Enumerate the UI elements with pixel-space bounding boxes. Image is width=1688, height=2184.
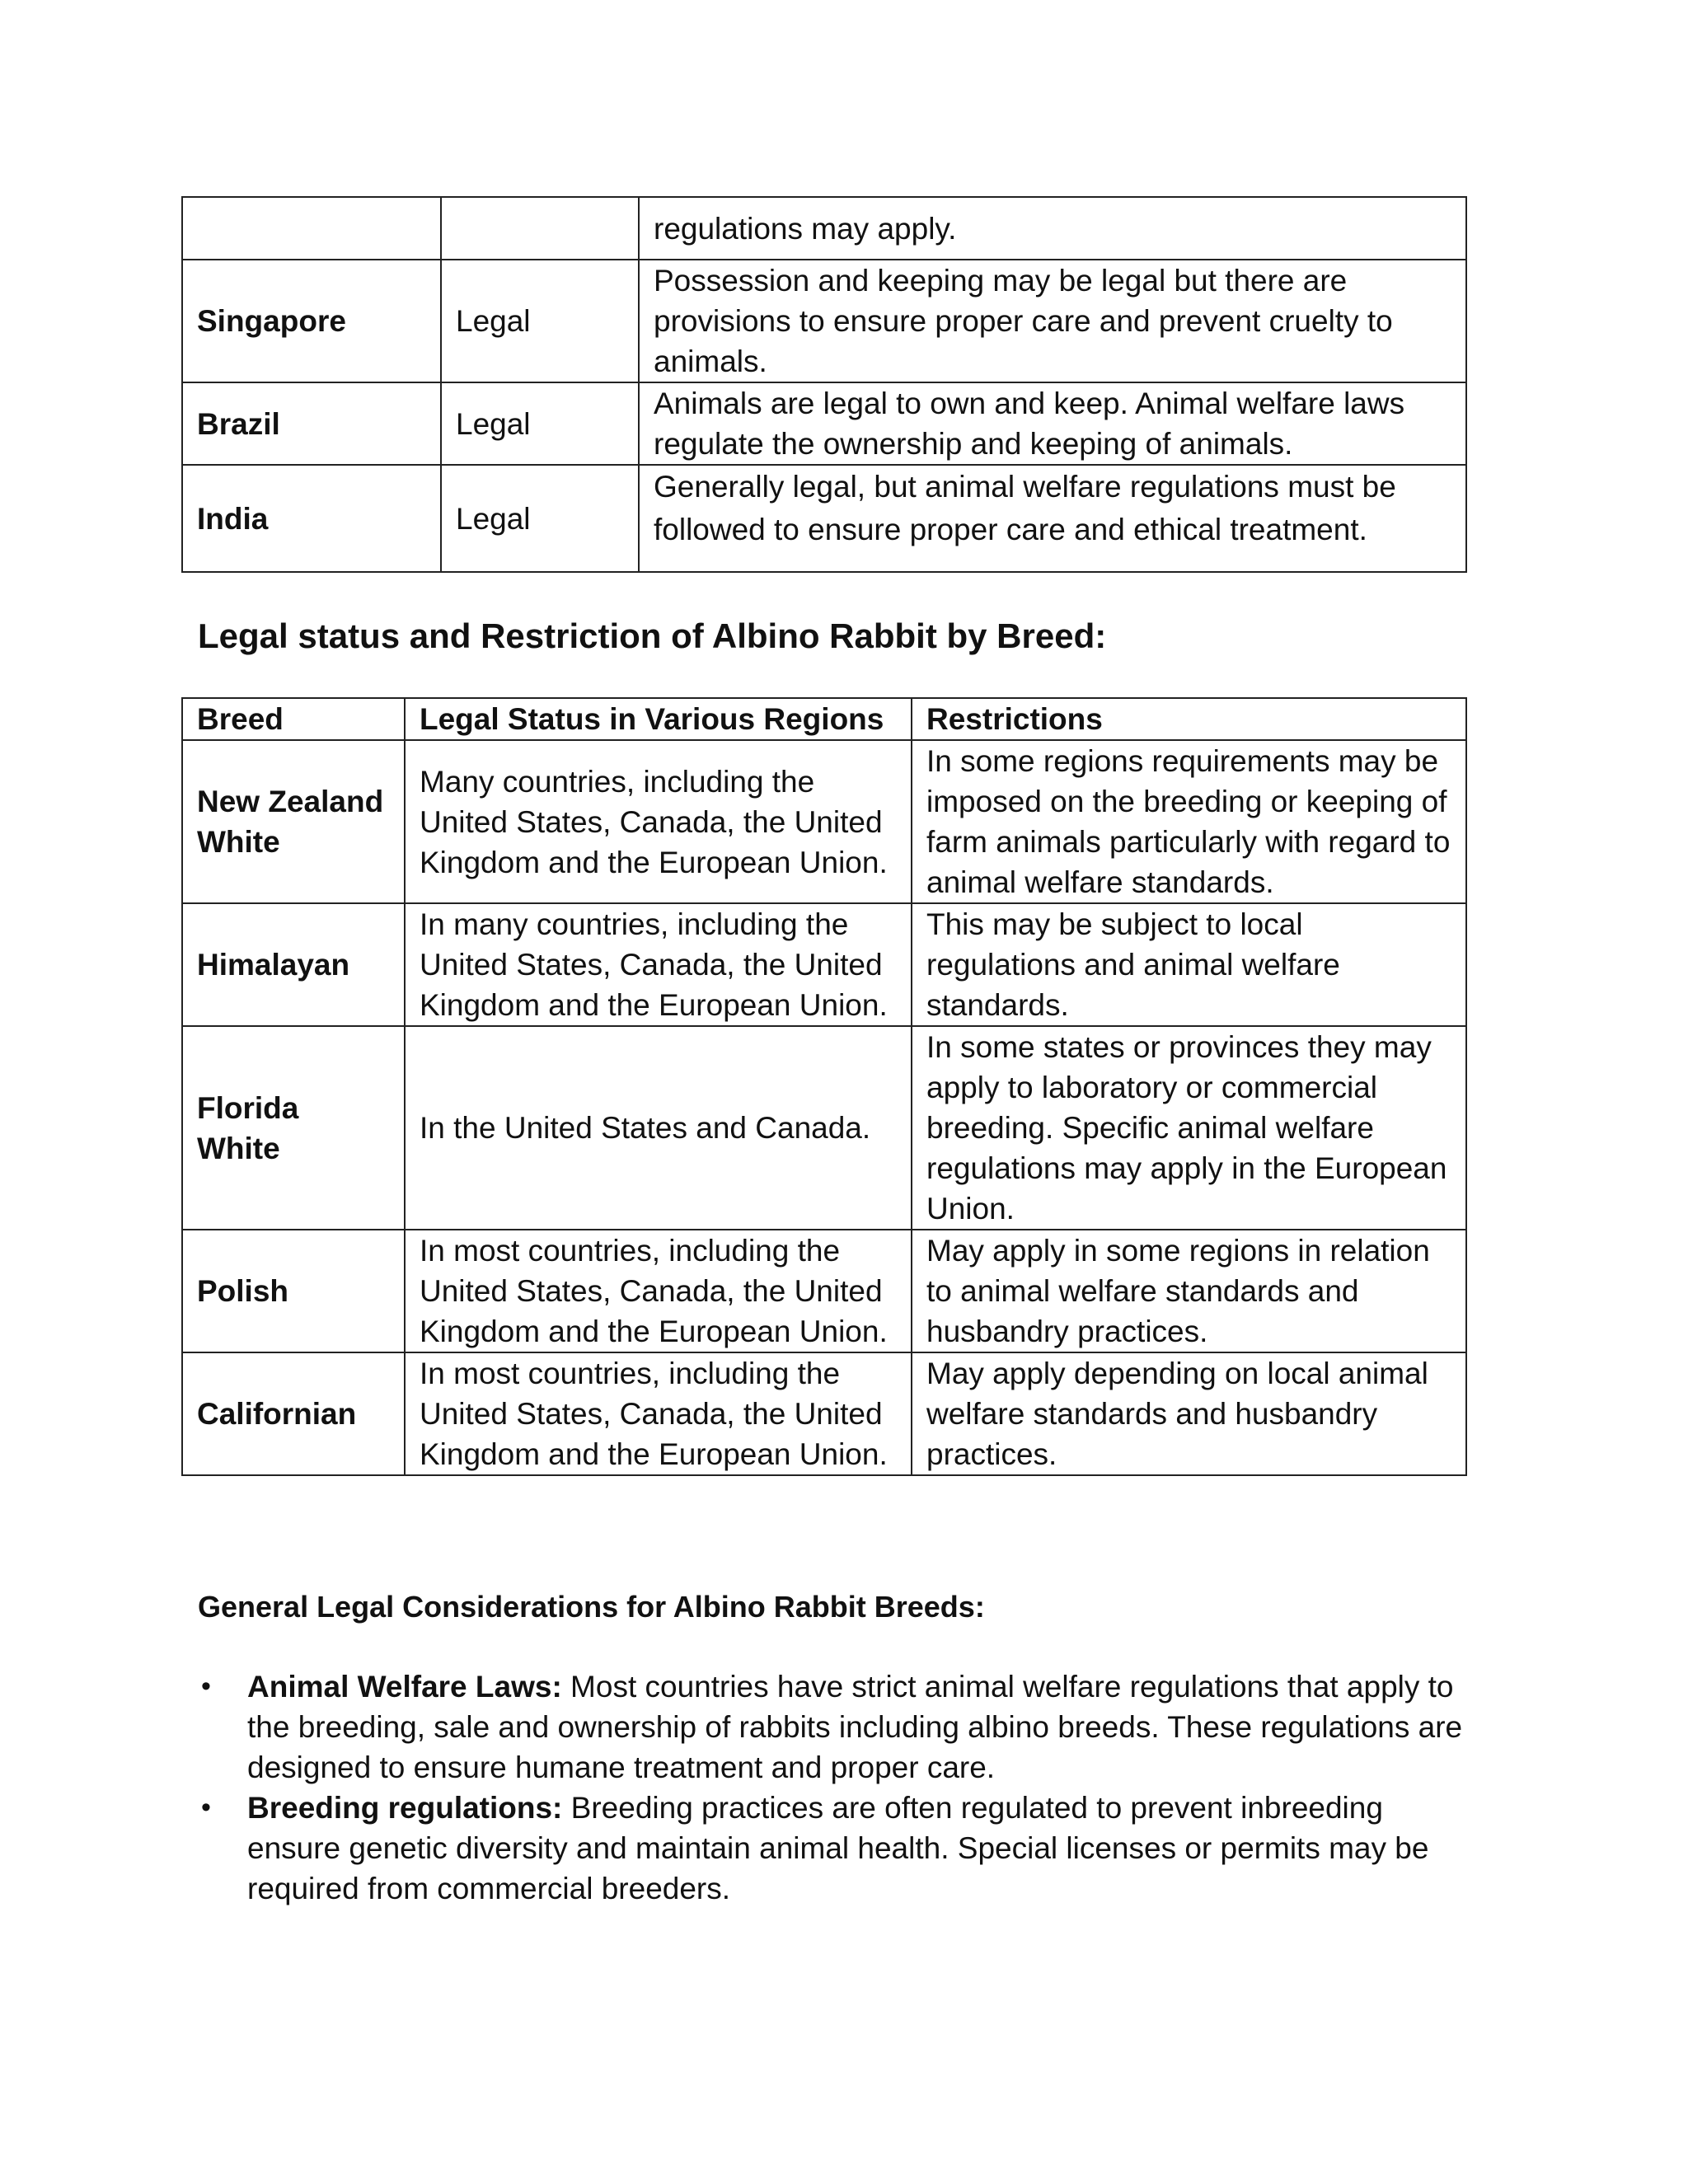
description-cell: Animals are legal to own and keep. Animal welfare laws regulate the ownership and keeping of animals. — [639, 382, 1466, 465]
regions-cell: In many countries, including the United States, Canada, the United Kingdom and the European Union. — [405, 903, 912, 1026]
regions-cell: In most countries, including the United States, Canada, the United Kingdom and the European Union. — [405, 1352, 912, 1475]
table-row — [182, 382, 1466, 465]
country-cell: Singapore — [182, 260, 441, 382]
considerations-heading: General Legal Considerations for Albino Rabbit Breeds: — [198, 1590, 985, 1624]
country-cell — [182, 197, 441, 260]
status-cell: Legal — [441, 465, 639, 572]
table-row — [182, 1352, 1466, 1475]
breed-cell: Himalayan — [182, 903, 405, 1026]
table-row — [182, 1026, 1466, 1230]
restrictions-cell: May apply depending on local animal welfare standards and husbandry practices. — [912, 1352, 1466, 1475]
description-cell: regulations may apply. — [639, 197, 1466, 260]
breed-cell: Polish — [182, 1230, 405, 1352]
list-item — [198, 1788, 1475, 1909]
list-item — [198, 1666, 1475, 1788]
considerations-list — [198, 1666, 1475, 1909]
restrictions-cell: This may be subject to local regulations and animal welfare standards. — [912, 903, 1466, 1026]
bullet-term: Breeding regulations: — [247, 1791, 563, 1825]
header-breed: Breed — [182, 698, 405, 740]
restrictions-cell: In some regions requirements may be imposed on the breeding or keeping of farm animals particularly with regard to animal welfare standards. — [912, 740, 1466, 903]
regions-cell: Many countries, including the United States, Canada, the United Kingdom and the European Union. — [405, 740, 912, 903]
table-row — [182, 465, 1466, 572]
table-row — [182, 740, 1466, 903]
country-cell: Brazil — [182, 382, 441, 465]
status-cell — [441, 197, 639, 260]
countries-table — [181, 196, 1467, 573]
bullet-term: Animal Welfare Laws: — [247, 1670, 562, 1704]
table-row — [182, 197, 1466, 260]
breed-section-heading: Legal status and Restriction of Albino Rabbit by Breed: — [198, 616, 1107, 655]
description-cell: Possession and keeping may be legal but there are provisions to ensure proper care and prevent cruelty to animals. — [639, 260, 1466, 382]
table-row — [182, 260, 1466, 382]
description-cell: Generally legal, but animal welfare regulations must be followed to ensure proper care and ethical treatment. — [639, 465, 1466, 572]
country-cell: India — [182, 465, 441, 572]
header-restrictions: Restrictions — [912, 698, 1466, 740]
table-header-row — [182, 698, 1466, 740]
header-legal-status: Legal Status in Various Regions — [405, 698, 912, 740]
bullet-icon: • — [201, 1792, 211, 1823]
bullet-text: Most countries have strict animal welfare regulations that apply to the breeding, sale and ownership of rabbits including albino breeds. These regulations are designed to ensure humane treatment and proper care. — [247, 1670, 1463, 1784]
breed-cell: Californian — [182, 1352, 405, 1475]
breeds-table — [181, 697, 1467, 1476]
bullet-text: Breeding practices are often regulated to prevent inbreeding ensure genetic diversity and maintain animal health. Special licenses or permits may be required from commercial breeders. — [247, 1791, 1429, 1905]
breed-cell: New Zealand White — [182, 740, 405, 903]
table-row — [182, 903, 1466, 1026]
status-cell: Legal — [441, 382, 639, 465]
restrictions-cell: In some states or provinces they may apply to laboratory or commercial breeding. Specific animal welfare regulations may apply in the European Union. — [912, 1026, 1466, 1230]
table-row — [182, 1230, 1466, 1352]
status-cell: Legal — [441, 260, 639, 382]
regions-cell: In the United States and Canada. — [405, 1026, 912, 1230]
restrictions-cell: May apply in some regions in relation to animal welfare standards and husbandry practices. — [912, 1230, 1466, 1352]
bullet-icon: • — [201, 1671, 211, 1702]
regions-cell: In most countries, including the United States, Canada, the United Kingdom and the European Union. — [405, 1230, 912, 1352]
breed-cell: Florida White — [182, 1026, 405, 1230]
